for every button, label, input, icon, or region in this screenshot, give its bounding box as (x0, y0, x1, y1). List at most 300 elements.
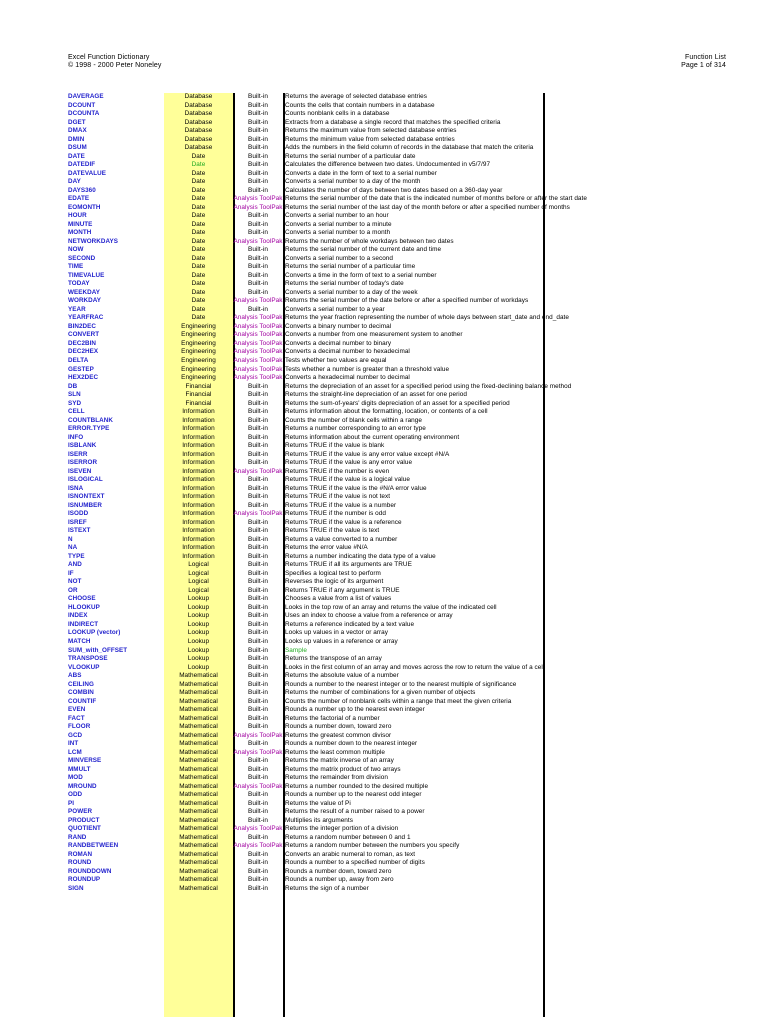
function-description: Returns TRUE if the value is any error value except #N/A (285, 450, 450, 458)
function-source: Built-in (248, 93, 268, 100)
function-category-label: Lookup (187, 595, 210, 603)
function-category (164, 681, 233, 690)
function-description: Converts a serial number to a day of the month (285, 178, 421, 186)
function-source: Built-in (248, 850, 268, 858)
function-source: Built-in (248, 493, 268, 501)
function-name: ISERROR (68, 459, 98, 467)
function-category-label: Engineering (181, 365, 216, 373)
function-category (164, 578, 233, 587)
function-category-label: Lookup (187, 655, 210, 663)
function-category (164, 774, 233, 783)
function-name: ROUNDUP (68, 876, 101, 884)
table-row (68, 774, 548, 783)
function-description: Rounds a number down to the nearest integer (285, 740, 418, 748)
function-category (164, 825, 233, 834)
table-row (68, 425, 548, 434)
function-description: Returns the sum-of-years' digits depreciation of an asset for a specified period (285, 399, 510, 407)
function-category (164, 587, 233, 596)
function-category (164, 502, 233, 511)
function-category (164, 127, 233, 136)
function-name: COMBIN (68, 689, 94, 697)
function-name: DMAX (68, 127, 87, 135)
function-description: Calculates the difference between two dates. Undocumented in v5/7/97 (285, 161, 491, 169)
function-category (164, 757, 233, 766)
function-category (164, 366, 233, 375)
function-description: Returns the serial number of the current date and time (285, 246, 442, 254)
function-name: WORKDAY (68, 297, 102, 305)
function-description: Returns the integer portion of a division (285, 825, 399, 833)
function-category-label: Date (191, 297, 206, 305)
function-category (164, 740, 233, 749)
function-category-label: Mathematical (179, 697, 218, 705)
function-description: Returns the result of a number raised to a power (285, 808, 425, 816)
function-source: Built-in (248, 774, 268, 782)
function-name: HEX2DEC (68, 374, 99, 382)
table-row (68, 621, 548, 630)
function-source: Built-in (248, 484, 268, 492)
function-category (164, 195, 233, 204)
table-row (68, 544, 548, 553)
function-name: DSUM (68, 144, 87, 152)
function-name: SECOND (68, 254, 96, 262)
table-row (68, 536, 548, 545)
function-name: YEARFRAC (68, 314, 104, 322)
table-row (68, 178, 548, 187)
function-name: SYD (68, 399, 82, 407)
function-category-label: Mathematical (179, 799, 218, 807)
function-category-label: Information (182, 518, 215, 526)
function-category (164, 723, 233, 732)
function-category-label: Date (191, 169, 206, 177)
function-category (164, 510, 233, 519)
function-category-label: Date (191, 203, 206, 211)
function-category-label: Date (191, 314, 206, 322)
function-category (164, 834, 233, 843)
table-row (68, 306, 548, 315)
function-description: Converts a number from one measurement system to another (285, 331, 463, 339)
function-description: Returns the year fraction representing the number of whole days between start_date and end_date (285, 314, 569, 322)
function-name: GESTEP (68, 365, 94, 373)
function-source: Analysis ToolPak (233, 203, 283, 211)
function-description: Returns TRUE if the value is the #N/A error value (285, 484, 427, 492)
function-description: Looks in the first column of an array and moves across the row to return the value of a cell (285, 663, 545, 671)
function-name: EDATE (68, 195, 90, 203)
function-source: Built-in (248, 569, 268, 577)
function-source: Built-in (248, 186, 268, 194)
function-description: Looks up values in a reference or array (285, 638, 398, 645)
function-description: Converts a serial number to a second (285, 254, 394, 262)
table-row (68, 238, 548, 247)
function-category-label: Database (184, 93, 213, 100)
function-description: Returns a random number between the numbers you specify (285, 842, 460, 850)
function-description: Tests whether a number is greater than a threshold value (285, 365, 450, 373)
function-name: SIGN (68, 884, 84, 892)
function-description: Returns the minimum value from selected database entries (285, 135, 455, 143)
function-category (164, 297, 233, 306)
function-description: Counts the cells that contain numbers in a database (285, 101, 435, 109)
function-category (164, 783, 233, 792)
function-description: Reverses the logic of its argument (285, 578, 384, 586)
function-description: Extracts from a database a single record that matches the specified criteria (285, 118, 501, 126)
function-category (164, 263, 233, 272)
function-category (164, 246, 233, 255)
function-name: ISNUMBER (68, 501, 102, 509)
table-row (68, 561, 548, 570)
function-description: Converts a decimal number to binary (285, 339, 392, 347)
function-category (164, 885, 233, 894)
function-category (164, 629, 233, 638)
function-name: CHOOSE (68, 595, 96, 603)
table-row (68, 263, 548, 272)
function-category-label: Database (184, 110, 213, 118)
function-category (164, 442, 233, 451)
function-name: MONTH (68, 229, 92, 237)
table-row (68, 689, 548, 698)
function-name: EOMONTH (68, 203, 101, 211)
table-row (68, 783, 548, 792)
function-category-label: Information (182, 544, 215, 552)
function-source: Built-in (248, 816, 268, 824)
function-description: Rounds a number down, toward zero (285, 867, 392, 875)
function-category (164, 706, 233, 715)
function-category (164, 544, 233, 553)
function-name: POWER (68, 808, 93, 816)
function-source: Analysis ToolPak (233, 374, 283, 382)
function-source: Analysis ToolPak (233, 365, 283, 373)
function-name: COUNTBLANK (68, 416, 113, 424)
function-source: Built-in (248, 280, 268, 288)
function-source: Built-in (248, 603, 268, 611)
function-name: HLOOKUP (68, 603, 100, 611)
table-row (68, 451, 548, 460)
table-rows (68, 93, 587, 893)
function-name: ERROR.TYPE (68, 425, 110, 433)
function-name: ISTEXT (68, 527, 91, 535)
function-source: Built-in (248, 544, 268, 552)
function-category (164, 638, 233, 647)
function-category-label: Lookup (187, 629, 210, 637)
function-category-label: Engineering (181, 322, 216, 330)
function-category (164, 408, 233, 417)
function-name: DGET (68, 118, 86, 126)
function-source: Built-in (248, 859, 268, 867)
table-row (68, 272, 548, 281)
function-source: Analysis ToolPak (233, 237, 283, 245)
function-name: DMIN (68, 135, 85, 143)
function-source: Built-in (248, 697, 268, 705)
function-source: Built-in (248, 561, 268, 569)
function-description: Rounds a number up to the nearest odd integer (285, 791, 422, 799)
function-category (164, 493, 233, 502)
table-row (68, 638, 548, 647)
function-description: Converts a date in the form of text to a serial number (285, 169, 437, 177)
function-description: Multiplies its arguments (285, 816, 353, 824)
function-category-label: Date (191, 288, 206, 296)
function-category (164, 800, 233, 809)
table-row (68, 876, 548, 885)
function-name: SLN (68, 391, 81, 399)
table-row (68, 93, 548, 102)
function-name: DATE (68, 152, 85, 160)
function-category-label: Engineering (181, 356, 216, 364)
function-description: Returns the remainder from division (285, 774, 388, 782)
function-category (164, 238, 233, 247)
function-category (164, 221, 233, 230)
function-category-label: Mathematical (179, 867, 218, 875)
function-name: DEC2HEX (68, 348, 99, 356)
function-source: Analysis ToolPak (233, 748, 283, 756)
function-name: AND (68, 561, 82, 569)
function-category (164, 536, 233, 545)
function-category-label: Information (182, 535, 215, 543)
table-row (68, 595, 548, 604)
function-description: Returns a number indicating the data type of a value (285, 552, 436, 560)
function-description: Returns the least common multiple (285, 748, 386, 756)
function-description: Returns the transpose of an array (285, 655, 382, 663)
function-category-label: Mathematical (179, 816, 218, 824)
table-row (68, 698, 548, 707)
function-category-label: Information (182, 459, 215, 467)
function-name: INDEX (68, 612, 88, 620)
function-description: Counts nonblank cells in a database (285, 110, 390, 118)
table-row (68, 791, 548, 800)
function-description: Looks in the top row of an array and returns the value of the indicated cell (285, 603, 497, 611)
function-category (164, 791, 233, 800)
function-description: Returns the sign of a number (285, 884, 369, 892)
function-description: Returns TRUE if the value is a reference (285, 518, 402, 526)
function-category (164, 808, 233, 817)
function-description: Looks up values in a vector or array (285, 629, 389, 637)
table-row (68, 366, 548, 375)
table-row (68, 323, 548, 332)
function-source: Built-in (248, 450, 268, 458)
function-source: Built-in (248, 459, 268, 467)
function-description: Returns the greatest common divisor (285, 731, 392, 739)
function-name: CELL (68, 408, 85, 416)
table-row (68, 715, 548, 724)
function-category (164, 255, 233, 264)
document-header-right (681, 54, 726, 69)
function-name: HOUR (68, 212, 87, 220)
function-description: Returns the straight-line depreciation of an asset for one period (285, 391, 467, 399)
function-name: NETWORKDAYS (68, 237, 118, 245)
function-name: LOOKUP (vector) (68, 629, 121, 637)
function-source: Built-in (248, 178, 268, 186)
function-category-label: Mathematical (179, 706, 218, 714)
function-source: Built-in (248, 220, 268, 228)
function-name: FACT (68, 714, 85, 722)
table-row (68, 732, 548, 741)
function-category-label: Mathematical (179, 876, 218, 884)
function-category (164, 383, 233, 392)
function-description: Returns the average of selected database entries (285, 93, 428, 100)
copyright-notice: © 1998 - 2000 Peter Noneley (68, 61, 162, 69)
function-name: ODD (68, 791, 83, 799)
table-row (68, 255, 548, 264)
function-source: Built-in (248, 833, 268, 841)
function-category-label: Mathematical (179, 723, 218, 731)
function-name: INT (68, 740, 79, 748)
function-category (164, 715, 233, 724)
function-name: ISNONTEXT (68, 493, 105, 501)
function-description: Returns a random number between 0 and 1 (285, 833, 411, 841)
function-category (164, 187, 233, 196)
table-row (68, 825, 548, 834)
function-source: Built-in (248, 518, 268, 526)
function-description: Returns TRUE if the value is a logical value (285, 476, 410, 484)
function-name: ROUND (68, 859, 92, 867)
function-description: Returns the depreciation of an asset for a specified period using the fixed-declining balance method (285, 382, 572, 390)
table-row (68, 510, 548, 519)
function-description: Rounds a number up, away from zero (285, 876, 394, 884)
function-category-label: Information (182, 510, 215, 518)
function-category (164, 374, 233, 383)
function-category-label: Date (191, 229, 206, 237)
function-source: Built-in (248, 527, 268, 535)
table-row (68, 800, 548, 809)
function-category (164, 451, 233, 460)
function-name: ISEVEN (68, 467, 92, 475)
function-source: Built-in (248, 391, 268, 399)
function-source: Built-in (248, 246, 268, 254)
function-source: Built-in (248, 663, 268, 671)
function-category-label: Date (191, 186, 206, 194)
function-category-label: Date (191, 237, 206, 245)
table-row (68, 212, 548, 221)
function-category-label: Database (184, 135, 213, 143)
table-row (68, 203, 570, 213)
function-category-label: Date (191, 305, 206, 313)
table-row (68, 434, 548, 443)
function-name: DAVERAGE (68, 93, 104, 100)
function-source: Built-in (248, 655, 268, 663)
function-category (164, 876, 233, 885)
function-category-label: Database (184, 144, 213, 152)
function-name: LCM (68, 748, 82, 756)
function-description: Returns the value of Pi (285, 799, 351, 807)
table-row (68, 187, 548, 196)
function-category (164, 527, 233, 536)
function-description: Returns the error value #N/A (285, 544, 368, 552)
function-category (164, 655, 233, 664)
function-source: Analysis ToolPak (233, 842, 283, 850)
function-description: Returns TRUE if the value is text (285, 527, 380, 535)
function-source: Built-in (248, 706, 268, 714)
function-name: WEEKDAY (68, 288, 100, 296)
function-source: Built-in (248, 433, 268, 441)
function-source: Built-in (248, 808, 268, 816)
function-category (164, 817, 233, 826)
table-row (68, 144, 548, 153)
function-name: MINVERSE (68, 757, 102, 765)
function-category-label: Information (182, 527, 215, 535)
function-category-label: Information (182, 408, 215, 416)
function-name: TODAY (68, 280, 90, 288)
table-row (68, 851, 548, 860)
function-source: Analysis ToolPak (233, 331, 283, 339)
function-description: Returns the matrix inverse of an array (285, 757, 394, 765)
function-source: Built-in (248, 101, 268, 109)
function-category (164, 289, 233, 298)
function-source: Built-in (248, 757, 268, 765)
function-category-label: Logical (188, 569, 209, 577)
function-category (164, 340, 233, 349)
function-source: Built-in (248, 127, 268, 135)
function-category-label: Financial (185, 391, 212, 399)
function-description: Returns a number rounded to the desired multiple (285, 782, 429, 790)
function-description: Returns the maximum value from selected database entries (285, 127, 457, 135)
table-row (68, 297, 548, 306)
function-name: DCOUNT (68, 101, 96, 109)
function-name: PI (68, 799, 75, 807)
function-category-label: Date (191, 246, 206, 254)
table-row (68, 757, 548, 766)
function-category (164, 425, 233, 434)
function-category-label: Date (191, 254, 206, 262)
table-row (68, 527, 548, 536)
function-category-label: Mathematical (179, 757, 218, 765)
table-row (68, 519, 548, 528)
function-source: Built-in (248, 629, 268, 637)
table-row (68, 119, 548, 128)
function-category (164, 170, 233, 179)
table-row (68, 834, 548, 843)
function-name: DEC2BIN (68, 339, 96, 347)
function-category-label: Information (182, 416, 215, 424)
table-row (68, 408, 548, 417)
function-name: YEAR (68, 305, 86, 313)
table-row (68, 842, 548, 851)
function-category-label: Database (184, 101, 213, 109)
table-row (68, 681, 548, 690)
function-source: Built-in (248, 305, 268, 313)
table-row (68, 229, 548, 238)
function-category (164, 859, 233, 868)
function-category-label: Information (182, 501, 215, 509)
function-description: Uses an index to choose a value from a reference or array (285, 612, 453, 620)
table-row (68, 400, 548, 409)
function-source: Analysis ToolPak (233, 195, 283, 203)
function-source: Analysis ToolPak (233, 467, 283, 475)
function-category (164, 664, 233, 673)
function-name: MMULT (68, 765, 91, 773)
function-category (164, 306, 233, 315)
function-category-label: Financial (185, 399, 212, 407)
function-name: RAND (68, 833, 87, 841)
function-category-label: Engineering (181, 339, 216, 347)
function-source: Built-in (248, 586, 268, 594)
function-description: Returns the absolute value of a number (285, 672, 399, 680)
function-name: EVEN (68, 706, 86, 714)
function-source: Analysis ToolPak (233, 825, 283, 833)
function-source: Built-in (248, 620, 268, 628)
function-source: Built-in (248, 271, 268, 279)
function-description: Rounds a number up to the nearest even integer (285, 706, 425, 714)
function-source: Built-in (248, 867, 268, 875)
function-category-label: Mathematical (179, 774, 218, 782)
function-category (164, 391, 233, 400)
function-category-label: Information (182, 433, 215, 441)
function-description: Calculates the number of days between two dates based on a 360-day year (285, 186, 503, 194)
function-name: CONVERT (68, 331, 100, 339)
function-category-label: Mathematical (179, 680, 218, 688)
table-row (68, 553, 548, 562)
section-title: Function List (685, 54, 726, 61)
function-category (164, 851, 233, 860)
function-category-label: Mathematical (179, 859, 218, 867)
function-category-label: Lookup (187, 603, 210, 611)
table-row (68, 340, 548, 349)
